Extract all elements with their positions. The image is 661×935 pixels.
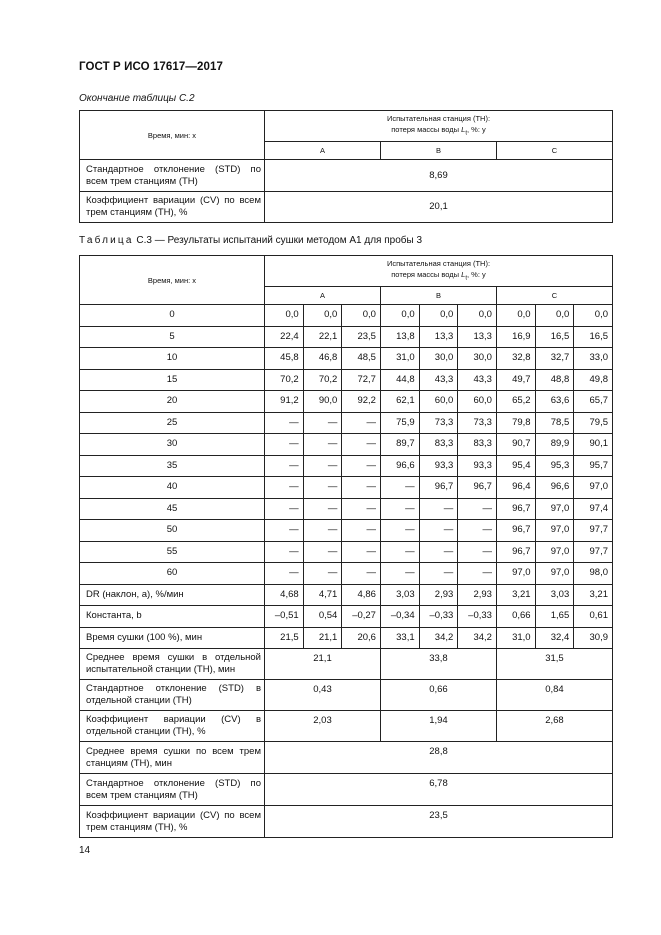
value-cell: 96,7 — [458, 477, 497, 499]
value-cell: 89,9 — [535, 434, 574, 456]
table-row — [80, 477, 613, 499]
value-cell: 98,0 — [574, 563, 613, 585]
table1-caption: Окончание таблицы С.2 — [79, 93, 195, 104]
value-cell: 13,8 — [380, 326, 419, 348]
value-cell: 95,4 — [496, 455, 535, 477]
value-cell: 0,0 — [342, 305, 381, 327]
table-row — [80, 541, 613, 563]
table-row — [80, 806, 613, 838]
value-cell: 13,3 — [458, 326, 497, 348]
value-cell: 33,1 — [380, 627, 419, 649]
row-label: Среднее время сушки в отдельной испытательной станции (ТН), мин — [80, 649, 265, 680]
value-cell: — — [458, 541, 497, 563]
value-cell: 79,5 — [574, 412, 613, 434]
value-cell: 4,71 — [303, 584, 342, 606]
value-cell: 95,7 — [574, 455, 613, 477]
value-cell: 96,6 — [380, 455, 419, 477]
page-number: 14 — [79, 845, 91, 856]
time-cell: 45 — [80, 498, 265, 520]
value-cell: — — [342, 412, 381, 434]
row-label: Коэффициент вариации (CV) по всем трем станциям (ТН), % — [80, 192, 265, 223]
value-cell: 89,7 — [380, 434, 419, 456]
time-cell: 10 — [80, 348, 265, 370]
value-cell: — — [380, 541, 419, 563]
value-cell: 0,0 — [265, 305, 304, 327]
station-a-header: A — [265, 142, 381, 160]
value-cell: — — [303, 520, 342, 542]
station-c-header: C — [496, 287, 612, 305]
time-cell: 0 — [80, 305, 265, 327]
value-cell: 31,0 — [380, 348, 419, 370]
value-cell: 0,0 — [419, 305, 458, 327]
table-row — [80, 348, 613, 370]
row-label: Стандартное отклонение (STD) в отдельной станции (ТН) — [80, 680, 265, 711]
value-cell: — — [419, 520, 458, 542]
station-value-cell: 2,03 — [265, 711, 381, 742]
value-cell: 43,3 — [458, 369, 497, 391]
value-cell: — — [303, 434, 342, 456]
value-cell: 95,3 — [535, 455, 574, 477]
value-cell: –0,33 — [419, 606, 458, 628]
value-cell: — — [265, 520, 304, 542]
table-row — [80, 627, 613, 649]
time-cell: 55 — [80, 541, 265, 563]
value-cell: 73,3 — [419, 412, 458, 434]
table-row — [80, 680, 613, 711]
table-row — [80, 563, 613, 585]
value-cell: 33,0 — [574, 348, 613, 370]
value-cell: — — [303, 412, 342, 434]
value-cell: 65,7 — [574, 391, 613, 413]
station-value-cell: 31,5 — [496, 649, 612, 680]
value-cell: — — [380, 477, 419, 499]
value-cell: 0,54 — [303, 606, 342, 628]
station-value-cell: 33,8 — [380, 649, 496, 680]
value-cell: — — [458, 563, 497, 585]
value-cell: 2,93 — [458, 584, 497, 606]
value-cell: 32,7 — [535, 348, 574, 370]
value-cell: — — [342, 563, 381, 585]
table-row — [80, 391, 613, 413]
value-cell: 83,3 — [419, 434, 458, 456]
value-cell: 96,7 — [496, 520, 535, 542]
station-c-header: C — [497, 142, 613, 160]
row-label: Стандартное отклонение (STD) по всем трем станциям (ТН) — [80, 160, 265, 192]
station-value-cell: 0,84 — [496, 680, 612, 711]
table-row — [80, 434, 613, 456]
value-cell: –0,27 — [342, 606, 381, 628]
table-row — [80, 649, 613, 680]
value-cell: 75,9 — [380, 412, 419, 434]
value-cell: –0,34 — [380, 606, 419, 628]
row-value: 20,1 — [265, 192, 613, 223]
time-cell: 25 — [80, 412, 265, 434]
value-cell: 34,2 — [419, 627, 458, 649]
table-row — [80, 584, 613, 606]
overall-value-cell: 23,5 — [265, 806, 613, 838]
value-cell: 90,7 — [496, 434, 535, 456]
value-cell: 32,8 — [496, 348, 535, 370]
value-cell: 3,03 — [380, 584, 419, 606]
value-cell: — — [342, 477, 381, 499]
time-cell: 20 — [80, 391, 265, 413]
value-cell: — — [458, 498, 497, 520]
station-group-header: Испытательная станция (ТН): потеря массы воды $L_t$, %: y — [265, 256, 613, 287]
value-cell: 96,7 — [496, 541, 535, 563]
row-label: Время сушки (100 %), мин — [80, 627, 265, 649]
row-label: Коэффициент вариации (CV) по всем трем станциям (ТН), % — [80, 806, 265, 838]
value-cell: 93,3 — [458, 455, 497, 477]
value-cell: –0,51 — [265, 606, 304, 628]
station-value-cell: 0,43 — [265, 680, 381, 711]
value-cell: 65,2 — [496, 391, 535, 413]
value-cell: 97,0 — [574, 477, 613, 499]
station-b-header: B — [380, 287, 496, 305]
value-cell: 21,5 — [265, 627, 304, 649]
value-cell: 13,3 — [419, 326, 458, 348]
table-row — [80, 742, 613, 774]
table-row — [80, 369, 613, 391]
value-cell: 79,8 — [496, 412, 535, 434]
table-row — [80, 412, 613, 434]
value-cell: 92,2 — [342, 391, 381, 413]
value-cell: 34,2 — [458, 627, 497, 649]
value-cell: 63,6 — [535, 391, 574, 413]
value-cell: 31,0 — [496, 627, 535, 649]
table-row — [80, 160, 613, 192]
value-cell: — — [342, 434, 381, 456]
value-cell: — — [419, 563, 458, 585]
value-cell: 0,0 — [303, 305, 342, 327]
value-cell: 70,2 — [265, 369, 304, 391]
station-value-cell: 21,1 — [265, 649, 381, 680]
value-cell: 91,2 — [265, 391, 304, 413]
table-row — [80, 774, 613, 806]
value-cell: 1,65 — [535, 606, 574, 628]
value-cell: — — [265, 434, 304, 456]
value-cell: — — [265, 541, 304, 563]
value-cell: 3,21 — [574, 584, 613, 606]
value-cell: 96,6 — [535, 477, 574, 499]
value-cell: — — [342, 455, 381, 477]
overall-value-cell: 6,78 — [265, 774, 613, 806]
value-cell: 3,03 — [535, 584, 574, 606]
value-cell: 0,61 — [574, 606, 613, 628]
value-cell: 3,21 — [496, 584, 535, 606]
value-cell: 97,7 — [574, 541, 613, 563]
value-cell: –0,33 — [458, 606, 497, 628]
value-cell: 97,0 — [535, 498, 574, 520]
value-cell: — — [380, 563, 419, 585]
value-cell: 21,1 — [303, 627, 342, 649]
row-label: Стандартное отклонение (STD) по всем трем станциям (ТН) — [80, 774, 265, 806]
value-cell: 72,7 — [342, 369, 381, 391]
value-cell: 97,0 — [535, 541, 574, 563]
station-value-cell: 1,94 — [380, 711, 496, 742]
value-cell: — — [303, 541, 342, 563]
value-cell: 0,66 — [496, 606, 535, 628]
table-row — [80, 498, 613, 520]
value-cell: — — [265, 412, 304, 434]
value-cell: 97,0 — [535, 563, 574, 585]
table-row — [80, 455, 613, 477]
value-cell: 97,0 — [535, 520, 574, 542]
value-cell: 96,7 — [419, 477, 458, 499]
value-cell: 93,3 — [419, 455, 458, 477]
value-cell: 16,5 — [574, 326, 613, 348]
value-cell: 96,7 — [496, 498, 535, 520]
table-row — [80, 711, 613, 742]
time-header: Время, мин: x — [80, 256, 265, 305]
time-cell: 15 — [80, 369, 265, 391]
value-cell: 23,5 — [342, 326, 381, 348]
value-cell: 97,0 — [496, 563, 535, 585]
station-value-cell: 2,68 — [496, 711, 612, 742]
time-cell: 35 — [80, 455, 265, 477]
value-cell: 0,0 — [380, 305, 419, 327]
value-cell: 22,4 — [265, 326, 304, 348]
row-label: Коэффициент вариации (CV) в отдельной станции (ТН), % — [80, 711, 265, 742]
value-cell: — — [303, 455, 342, 477]
value-cell: — — [303, 498, 342, 520]
value-cell: 30,0 — [458, 348, 497, 370]
station-a-header: A — [265, 287, 381, 305]
value-cell: 73,3 — [458, 412, 497, 434]
station-group-header: Испытательная станция (ТН): потеря массы воды $L_t$, %: y — [265, 111, 613, 142]
value-cell: 32,4 — [535, 627, 574, 649]
row-label: Константа, b — [80, 606, 265, 628]
value-cell: 70,2 — [303, 369, 342, 391]
value-cell: 48,5 — [342, 348, 381, 370]
overall-value-cell: 28,8 — [265, 742, 613, 774]
row-label: DR (наклон, а), %/мин — [80, 584, 265, 606]
value-cell: 62,1 — [380, 391, 419, 413]
value-cell: — — [265, 498, 304, 520]
value-cell: 4,68 — [265, 584, 304, 606]
time-cell: 30 — [80, 434, 265, 456]
value-cell: 43,3 — [419, 369, 458, 391]
value-cell: 45,8 — [265, 348, 304, 370]
value-cell: — — [419, 498, 458, 520]
document-title: ГОСТ Р ИСО 17617—2017 — [79, 61, 224, 73]
table-row — [80, 520, 613, 542]
value-cell: 30,0 — [419, 348, 458, 370]
value-cell: — — [303, 477, 342, 499]
value-cell: 44,8 — [380, 369, 419, 391]
value-cell: — — [342, 498, 381, 520]
value-cell: 49,8 — [574, 369, 613, 391]
table-row — [80, 305, 613, 327]
value-cell: — — [265, 455, 304, 477]
value-cell: 4,86 — [342, 584, 381, 606]
value-cell: 16,5 — [535, 326, 574, 348]
value-cell: 16,9 — [496, 326, 535, 348]
value-cell: 90,1 — [574, 434, 613, 456]
value-cell: 0,0 — [574, 305, 613, 327]
value-cell: — — [419, 541, 458, 563]
value-cell: 30,9 — [574, 627, 613, 649]
row-label: Среднее время сушки по всем трем станциям (ТН), мин — [80, 742, 265, 774]
value-cell: 46,8 — [303, 348, 342, 370]
time-header: Время, мин: x — [80, 111, 265, 160]
value-cell: — — [380, 498, 419, 520]
time-cell: 60 — [80, 563, 265, 585]
table-row — [80, 606, 613, 628]
value-cell: 97,4 — [574, 498, 613, 520]
value-cell: 97,7 — [574, 520, 613, 542]
value-cell: 49,7 — [496, 369, 535, 391]
value-cell: 0,0 — [496, 305, 535, 327]
row-value: 8,69 — [265, 160, 613, 192]
value-cell: 0,0 — [535, 305, 574, 327]
table-row — [80, 192, 613, 223]
time-cell: 40 — [80, 477, 265, 499]
time-cell: 50 — [80, 520, 265, 542]
table-c3 — [79, 255, 613, 838]
value-cell: — — [342, 541, 381, 563]
value-cell: — — [342, 520, 381, 542]
table-row — [80, 326, 613, 348]
value-cell: — — [380, 520, 419, 542]
value-cell: 96,4 — [496, 477, 535, 499]
value-cell: — — [265, 563, 304, 585]
value-cell: 22,1 — [303, 326, 342, 348]
table2-caption: Таблица С.3 — Результаты испытаний сушки методом А1 для пробы 3 — [79, 235, 423, 246]
table-c2-end — [79, 110, 613, 223]
value-cell: 0,0 — [458, 305, 497, 327]
value-cell: — — [458, 520, 497, 542]
value-cell: 90,0 — [303, 391, 342, 413]
value-cell: 78,5 — [535, 412, 574, 434]
value-cell: 2,93 — [419, 584, 458, 606]
station-b-header: B — [381, 142, 497, 160]
value-cell: 48,8 — [535, 369, 574, 391]
value-cell: 60,0 — [419, 391, 458, 413]
value-cell: — — [265, 477, 304, 499]
value-cell: — — [303, 563, 342, 585]
value-cell: 83,3 — [458, 434, 497, 456]
station-value-cell: 0,66 — [380, 680, 496, 711]
value-cell: 20,6 — [342, 627, 381, 649]
time-cell: 5 — [80, 326, 265, 348]
value-cell: 60,0 — [458, 391, 497, 413]
